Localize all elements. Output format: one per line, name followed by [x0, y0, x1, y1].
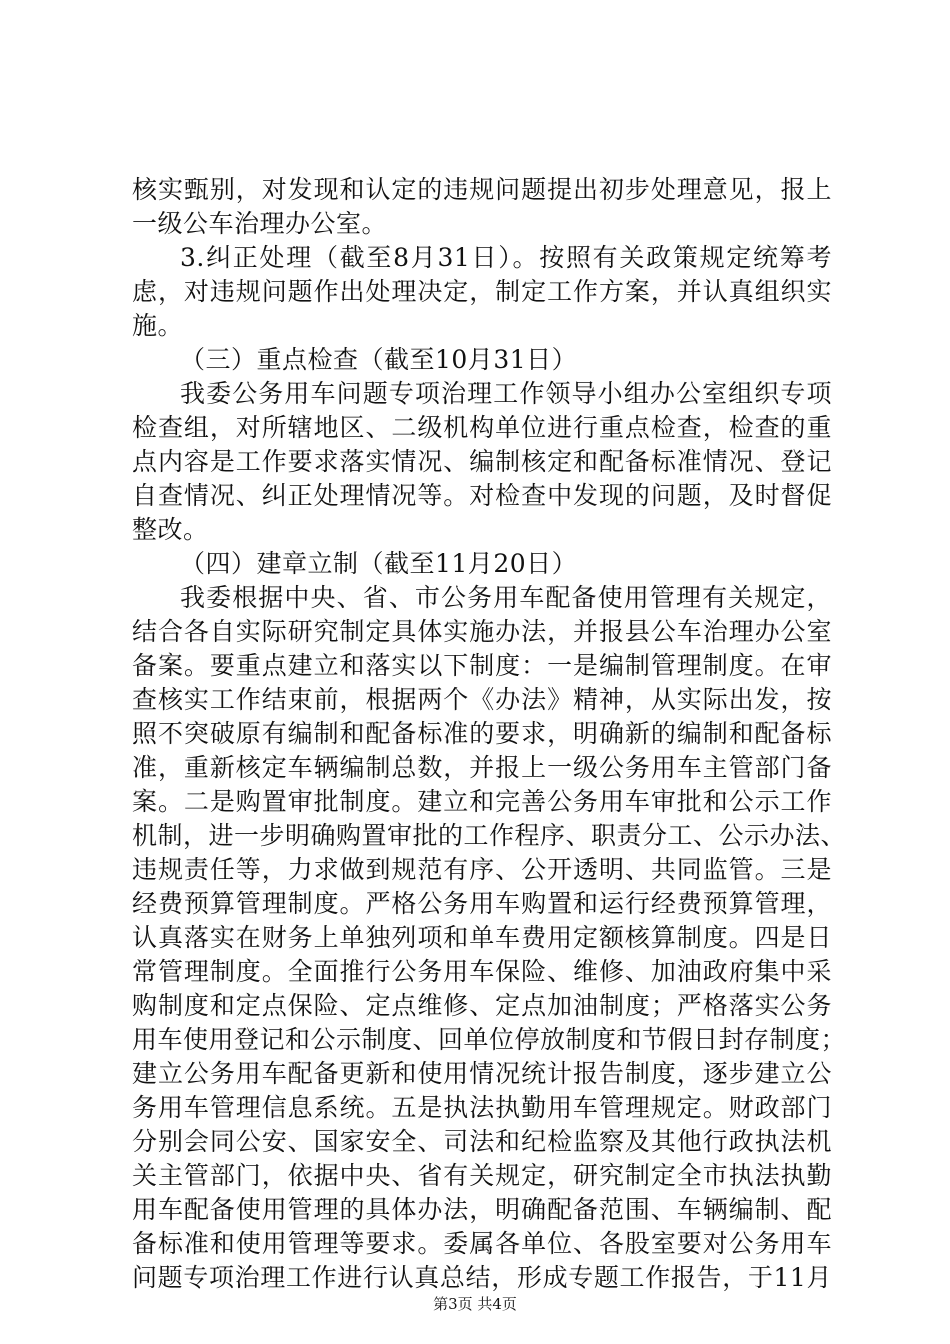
body-text-line: 认真落实在财务上单独列项和单车费用定额核算制度。四是日 [132, 923, 832, 952]
page-footer: 第3页 共4页 [433, 1295, 517, 1313]
body-text-line: 用车使用登记和公示制度、回单位停放制度和节假日封存制度； [132, 1025, 847, 1054]
body-text-line: 整改。 [132, 515, 209, 544]
body-text-line: 经费预算管理制度。严格公务用车购置和运行经费预算管理， [132, 889, 832, 918]
body-text-line: 备案。要重点建立和落实以下制度：一是编制管理制度。在审 [132, 651, 832, 680]
body-text-line: 建立公务用车配备更新和使用情况统计报告制度，逐步建立公 [132, 1059, 832, 1088]
body-text-line: 查核实工作结束前，根据两个《办法》精神，从实际出发，按 [132, 685, 832, 714]
section-heading: （四）建章立制（截至11月20日） [180, 549, 578, 578]
body-text-line: 3.纠正处理（截至8月31日）。按照有关政策规定统筹考 [180, 243, 832, 272]
body-text-line: 案。二是购置审批制度。建立和完善公务用车审批和公示工作 [132, 787, 832, 816]
body-text-line: 我委公务用车问题专项治理工作领导小组办公室组织专项 [180, 379, 832, 408]
body-text-line: 问题专项治理工作进行认真总结，形成专题工作报告，于11月 [132, 1263, 832, 1292]
body-text-line: 准，重新核定车辆编制总数，并报上一级公务用车主管部门备 [132, 753, 832, 782]
body-text-line: 结合各自实际研究制定具体实施办法，并报县公车治理办公室 [132, 617, 832, 646]
body-text-line: 点内容是工作要求落实情况、编制核定和配备标准情况、登记 [132, 447, 832, 476]
body-text-line: 备标准和使用管理等要求。委属各单位、各股室要对公务用车 [132, 1229, 832, 1258]
body-text-line: 务用车管理信息系统。五是执法执勤用车管理规定。财政部门 [132, 1093, 832, 1122]
body-text-line: 虑，对违规问题作出处理决定，制定工作方案，并认真组织实 [132, 277, 832, 306]
body-text-line: 机制，进一步明确购置审批的工作程序、职责分工、公示办法、 [132, 821, 847, 850]
body-text-line: 分别会同公安、国家安全、司法和纪检监察及其他行政执法机 [132, 1127, 832, 1156]
body-text-line: 常管理制度。全面推行公务用车保险、维修、加油政府集中采 [132, 957, 832, 986]
body-text-line: 购制度和定点保险、定点维修、定点加油制度；严格落实公务 [132, 991, 832, 1020]
body-text-line: 违规责任等，力求做到规范有序、公开透明、共同监管。三是 [132, 855, 832, 884]
body-text-line: 我委根据中央、省、市公务用车配备使用管理有关规定， [180, 583, 832, 612]
body-text-line: 一级公车治理办公室。 [132, 209, 388, 238]
body-text-line: 用车配备使用管理的具体办法，明确配备范围、车辆编制、配 [132, 1195, 832, 1224]
body-text-line: 施。 [132, 311, 184, 340]
section-heading: （三）重点检查（截至10月31日） [180, 345, 578, 374]
body-text-line: 关主管部门，依据中央、省有关规定，研究制定全市执法执勤 [132, 1161, 832, 1190]
body-text-line: 照不突破原有编制和配备标准的要求，明确新的编制和配备标 [132, 719, 832, 748]
body-text-line: 核实甄别，对发现和认定的违规问题提出初步处理意见，报上 [132, 175, 832, 204]
body-text-line: 检查组，对所辖地区、二级机构单位进行重点检查，检查的重 [132, 413, 832, 442]
body-text-line: 自查情况、纠正处理情况等。对检查中发现的问题，及时督促 [132, 481, 832, 510]
